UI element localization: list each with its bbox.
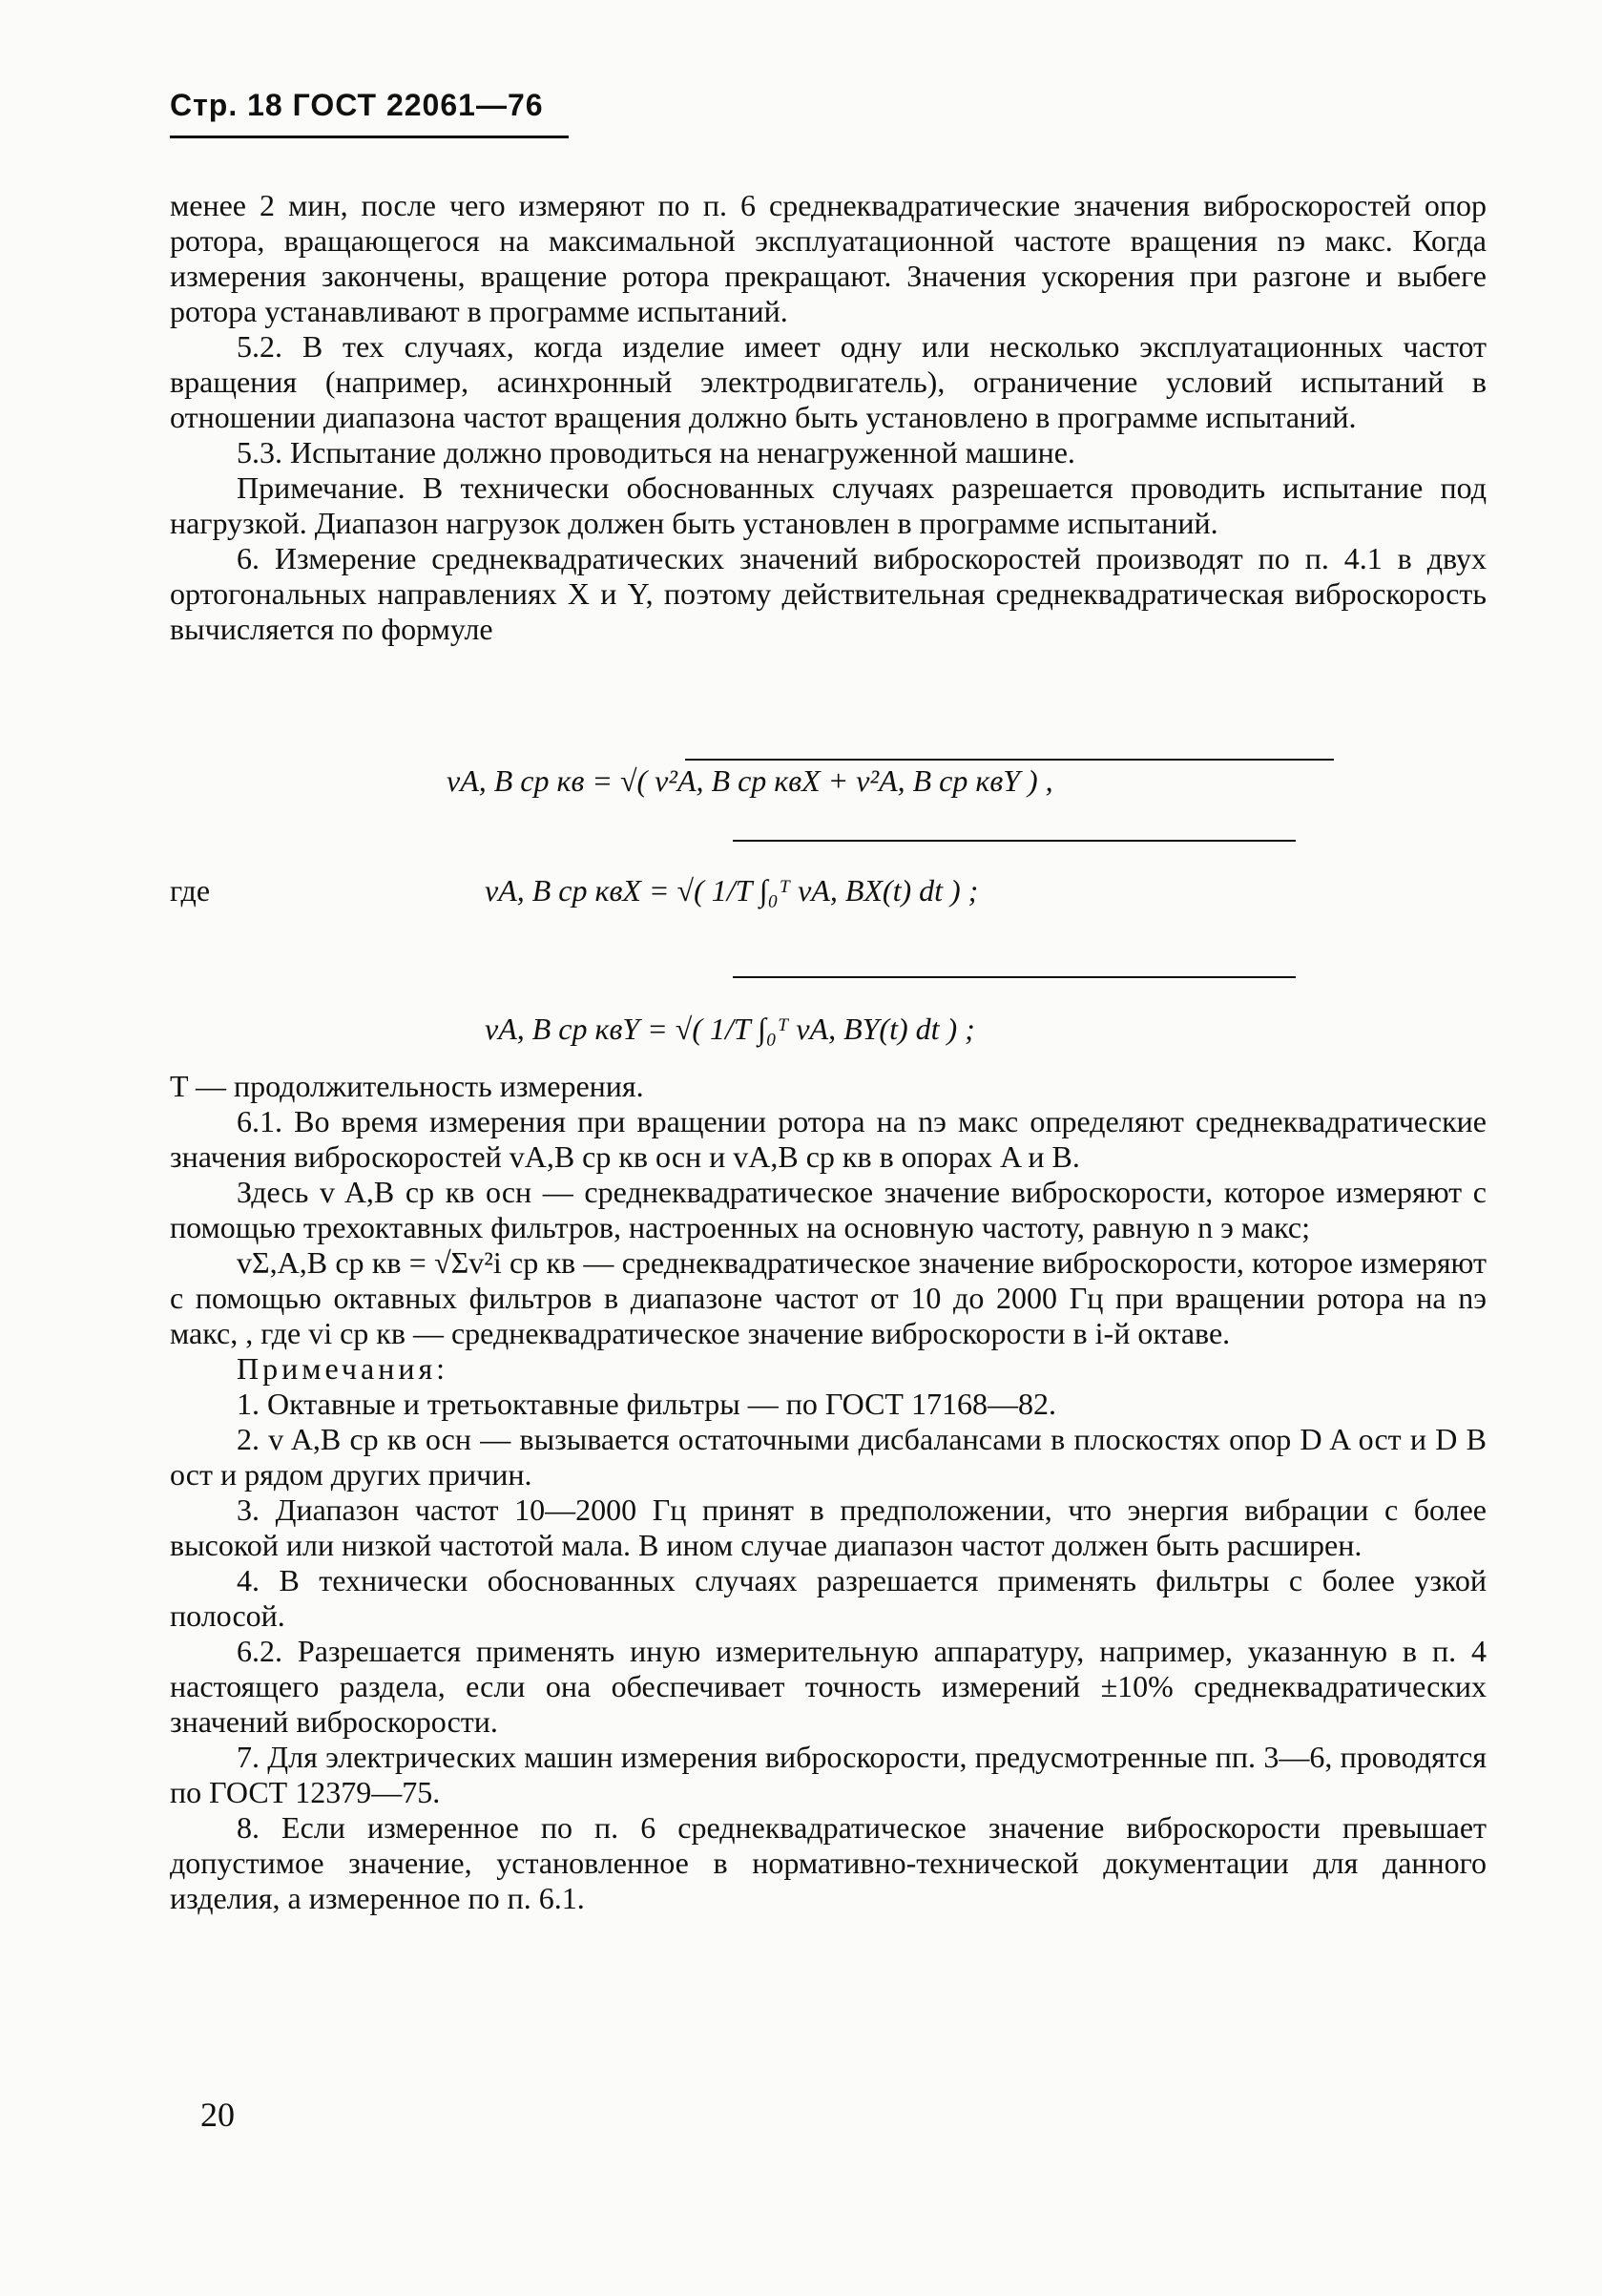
page-header: Стр. 18 ГОСТ 22061—76	[170, 88, 544, 122]
note-1: 1. Октавные и третьоктавные фильтры — по ГОСТ 17168—82.	[237, 1387, 1056, 1421]
note-paragraph: Примечание. В технически обоснованных случаях разрешается проводить испытание под нагрузкой. Диапазон нагрузок должен быть установлен в программе испытаний.	[170, 470, 1487, 540]
text-block-bottom	[170, 1069, 1487, 1916]
note-2: 2. v A,B ср кв осн — вызывается остаточными дисбалансами в плоскостях опор D A ост и D B ост и рядом других причин.	[170, 1422, 1487, 1492]
page-number: 20	[200, 2096, 235, 2134]
paragraph-5-3: 5.3. Испытание должно проводиться на ненагруженной машине.	[237, 435, 1075, 470]
paragraph-7: 7. Для электрических машин измерения виброскорости, предусмотренные пп. 3—6, проводятся по ГОСТ 12379—75.	[170, 1740, 1487, 1809]
notes-heading: Примечания:	[237, 1351, 449, 1386]
note-4: 4. В технически обоснованных случаях разрешается применять фильтры с более узкой полосой.	[170, 1563, 1487, 1633]
header-rule	[170, 136, 569, 138]
paragraph-6: 6. Измерение среднеквадратических значений виброскоростей производят по п. 4.1 в двух ортогональных направлениях X и Y, поэтому действительная среднеквадратическая виброскорость вычисляется по формуле	[170, 541, 1487, 646]
paragraph-6-1: 6.1. Во время измерения при вращении ротора на nэ макс определяют среднеквадратические значения виброскоростей vA,B ср кв осн и vA,B ср кв в опорах A и B.	[170, 1104, 1487, 1174]
paragraph-8: 8. Если измеренное по п. 6 среднеквадратическое значение виброскорости превышает допустимое значение, установленное в нормативно-технической документации для данного изделия, а измеренное по п. 6.1.	[170, 1810, 1487, 1915]
text-block-top	[170, 188, 1487, 647]
paragraph-here: Здесь v A,B ср кв осн — среднеквадратическое значение виброскорости, которое измеряют с помощью трехоктавных фильтров, настроенных на основную частоту, равную n э макс;	[170, 1175, 1487, 1244]
paragraph-sum-rms: vΣ,A,B ср кв = √Σv²i ср кв — среднеквадратическое значение виброскорости, которое измеряют с помощью октавных фильтров в диапазоне частот от 10 до 2000 Гц при вращении ротора на nэ макс, , где vi ср кв — среднеквадратическое значение виброскорости в i-й октаве.	[170, 1245, 1487, 1350]
equation-rms-x: vA, B ср квX = √( 1/T ∫₀ᵀ vA, BX(t) dt ) ;	[485, 873, 979, 908]
definition-t: T — продолжительность измерения.	[170, 1069, 644, 1103]
equation-rms-y: vA, B ср квY = √( 1/T ∫₀ᵀ vA, BY(t) dt ) ;	[485, 1012, 975, 1046]
radical-bar-2	[733, 840, 1296, 842]
radical-bar-3	[733, 976, 1296, 978]
paragraph-5-2: 5.2. В тех случаях, когда изделие имеет одну или несколько эксплуатационных частот вращения (например, асинхронный электродвигатель), ограничение условий испытаний в отношении диапазона частот вращения должно быть установлено в программе испытаний.	[170, 329, 1487, 434]
where-label: где	[170, 873, 211, 908]
paragraph-6-2: 6.2. Разрешается применять иную измерительную аппаратуру, например, указанную в п. 4 настоящего раздела, если она обеспечивает точность измерений ±10% среднеквадратических значений виброскорости.	[170, 1634, 1487, 1739]
radical-bar-1	[685, 759, 1334, 761]
equation-rms-total: vA, B ср кв = √( v²A, B ср квX + v²A, B ср квY ) ,	[447, 763, 1053, 798]
formula-block	[170, 740, 1487, 1093]
paragraph-continuation: менее 2 мин, после чего измеряют по п. 6 среднеквадратические значения виброскоростей опор ротора, вращающегося на максимальной эксплуатационной частоте вращения nэ макс. Когда измерения закончены, вращение ротора прекращают. Значения ускорения при разгоне и выбеге ротора устанавливают в программе испытаний.	[170, 188, 1487, 328]
note-3: 3. Диапазон частот 10—2000 Гц принят в предположении, что энергия вибрации с более высокой или низкой частотой мала. В ином случае диапазон частот должен быть расширен.	[170, 1492, 1487, 1562]
